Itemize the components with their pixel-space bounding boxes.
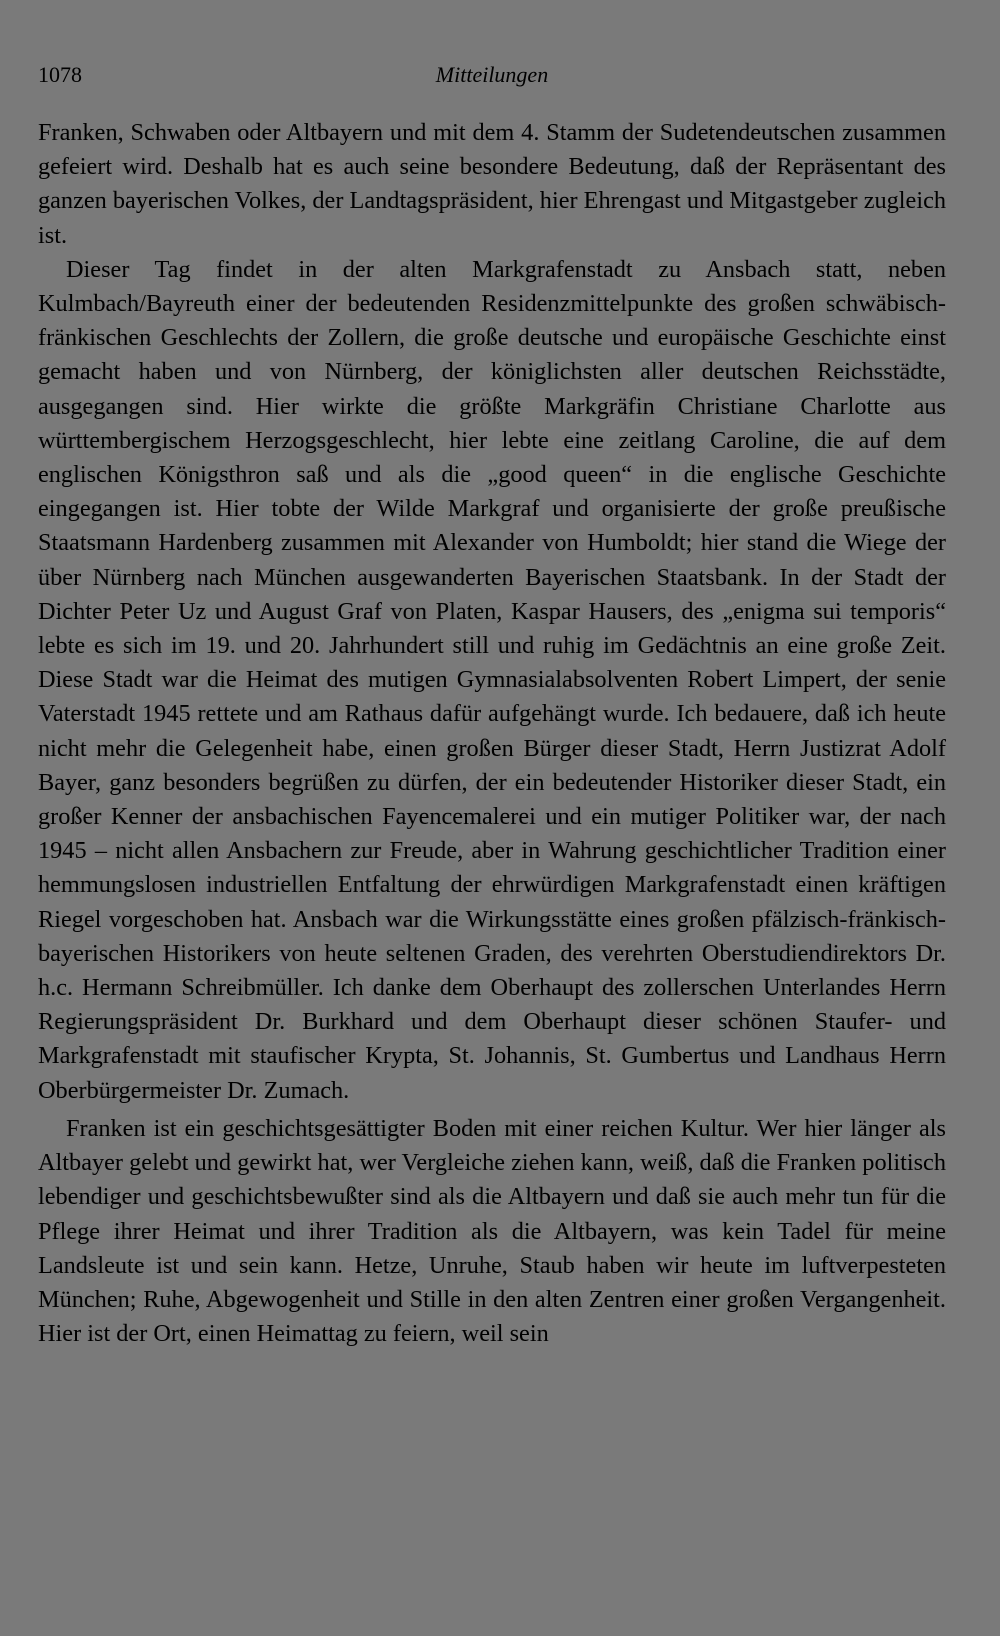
document-page — [38, 62, 946, 1351]
paragraph-3: Franken ist ein geschichtsgesättigter Boden mit einer reichen Kultur. Wer hier länger als Altbayer gelebt und gewirkt hat, wer Vergleiche ziehen kann, weiß, daß die Franken politisch lebendiger und geschichtsbewußter sind als die Altbayern und daß sie auch mehr tun für die Pflege ihrer Heimat und ihrer Tradition als die Altbayern, was kein Tadel für meine Landsleute ist und sein kann. Hetze, Unruhe, Staub haben wir heute im luftverpesteten München; Ruhe, Abgewogenheit und Stille in den alten Zentren einer großen Vergangenheit. Hier ist der Ort, einen Heimattag zu feiern, weil sein — [38, 1114, 946, 1348]
page-number: 1078 — [38, 62, 82, 87]
page-header — [38, 62, 946, 94]
running-title: Mitteilungen — [435, 62, 549, 87]
paragraph-2: Dieser Tag findet in der alten Markgrafenstadt zu Ansbach statt, neben Kulmbach/Bayreuth einer der bedeutenden Residenzmittelpunkte des großen schwäbisch-fränkischen Geschlechts der Zollern, die große deutsche und europäische Geschichte einst gemacht haben und von Nürnberg, der königlichsten aller deutschen Reichsstädte, ausgegangen sind. Hier wirkte die größte Markgräfin Christiane Charlotte aus württembergischem Herzogsgeschlecht, hier lebte eine zeitlang Caroline, die auf dem englischen Königsthron saß und als die „good queen“ in die englische Geschichte eingegangen ist. Hier tobte der Wilde Markgraf und organisierte der große preußische Staatsmann Hardenberg zusammen mit Alexander von Humboldt; hier stand die Wiege der über Nürnberg nach München ausgewanderten Bayerischen Staatsbank. In der Stadt der Dichter Peter Uz und August Graf von Platen, Kaspar Hausers, des „enigma sui temporis“ lebte es sich im 19. und 20. Jahrhundert still und ruhig im Gedächtnis an eine große Zeit. Diese Stadt war die Heimat des mutigen Gymnasialabsolventen Robert Limpert, der senie Vaterstadt 1945 rettete und am Rathaus dafür aufgehängt wurde. Ich bedauere, daß ich heute nicht mehr die Gelegenheit habe, einen großen Bürger dieser Stadt, Herrn Justizrat Adolf Bayer, ganz besonders begrüßen zu dürfen, der ein bedeutender Historiker dieser Stadt, ein großer Kenner der ansbachischen Fayencemalerei und ein mutiger Politiker war, der nach 1945 – nicht allen Ansbachern zur Freude, aber in Wahrung geschichtlicher Tradition einer hemmungslosen industriellen Entfaltung der ehrwürdigen Markgrafenstadt einen kräftigen Riegel vorgeschoben hat. Ansbach war die Wirkungsstätte eines großen pfälzisch-fränkisch-bayerischen Historikers von heute seltenen Graden, des verehrten Oberstudiendirektors Dr. h.c. Hermann Schreibmüller. Ich danke dem Oberhaupt des zollerschen Unterlandes Herrn Regierungspräsident Dr. Burkhard und dem Oberhaupt dieser schönen Staufer- und Markgrafenstadt mit staufischer Krypta, St. Johannis, St. Gumbertus und Landhaus Herrn Oberbürgermeister Dr. Zumach. — [38, 255, 946, 1104]
paragraph-1: Franken, Schwaben oder Altbayern und mit dem 4. Stamm der Sudetendeutschen zusammen gefeiert wird. Deshalb hat es auch seine besondere Bedeutung, daß der Repräsentant des ganzen bayerischen Volkes, der Landtagspräsident, hier Ehrengast und Mitgastgeber zugleich ist. — [38, 119, 946, 249]
